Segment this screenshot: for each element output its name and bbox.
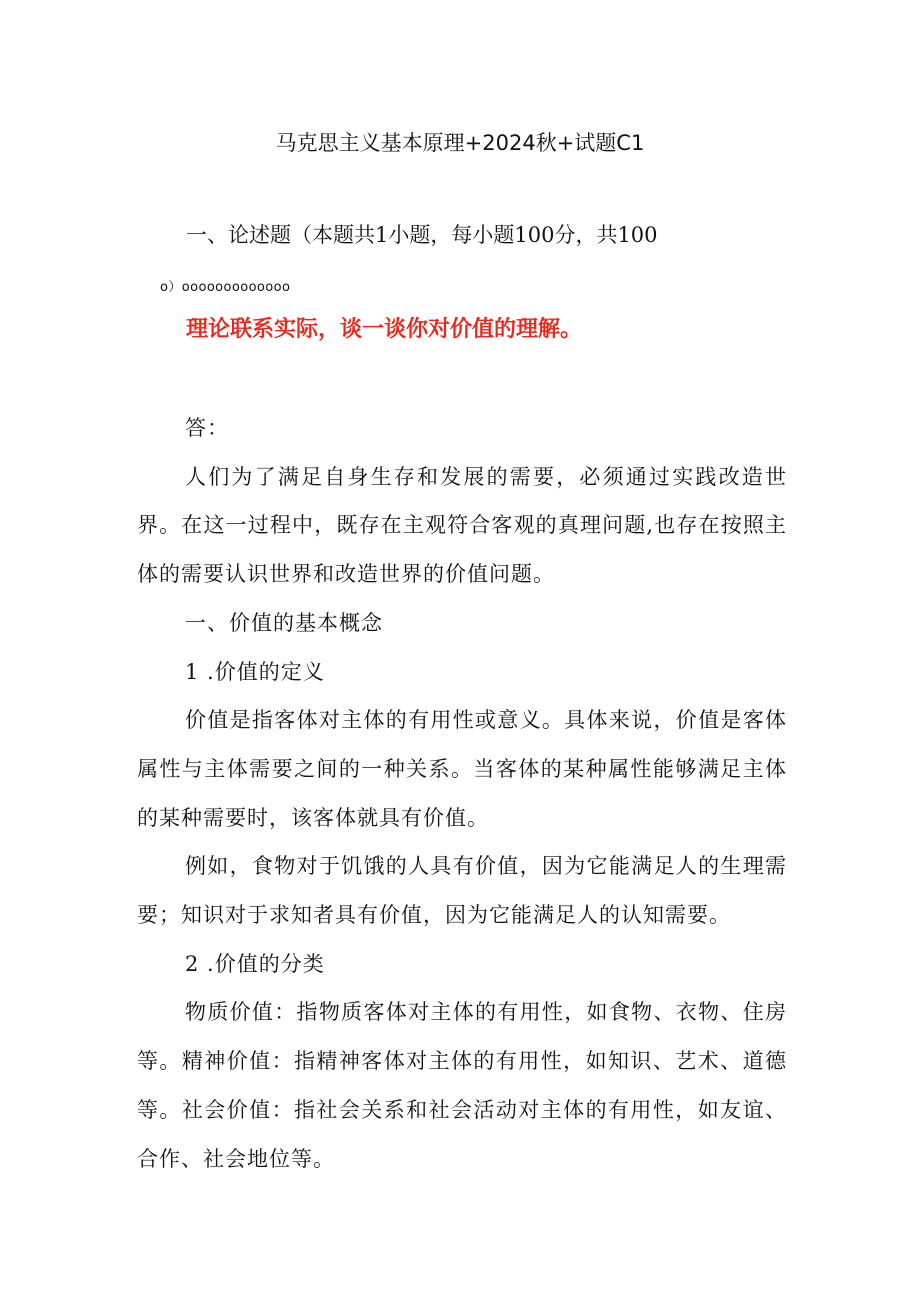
subheading: 一、价值的基本概念 <box>185 610 383 635</box>
answer-body <box>137 404 787 1183</box>
document-title: 马克思主义基本原理+2024秋+试题C1 <box>275 131 645 155</box>
question-text: 理论联系实际，谈一谈你对价值的理解。 <box>186 317 583 342</box>
answer-label: 答： <box>185 416 229 440</box>
section-heading: 一、论述题（本题共1小题，每小题100分，共100 <box>186 223 658 247</box>
paragraph: 价值是指客体对主体的有用性或意义。具体来说，价值是客体属性与主体需要之间的一种关系。当客体的某种属性能够满足主体的某种需要时，该客体就具有价值。 <box>137 708 787 830</box>
placeholder-dots-line: o）ooooooooooooo <box>160 280 291 295</box>
paragraph: 物质价值：指物质客体对主体的有用性，如食物、衣物、住房等。精神价值：指精神客体对主体的有用性，如知识、艺术、道德等。社会价值：指社会关系和社会活动对主体的有用性，如友谊、合作、社会地位等。 <box>137 1000 787 1171</box>
paragraph: 例如，食物对于饥饿的人具有价值，因为它能满足人的生理需要；知识对于求知者具有价值，因为它能满足人的认知需要。 <box>137 854 787 928</box>
subheading: 2 .价值的分类 <box>185 951 325 976</box>
subheading: 1 .价值的定义 <box>185 659 325 684</box>
paragraph: 人们为了满足自身生存和发展的需要，必须通过实践改造世界。在这一过程中，既存在主观符合客观的真理问题,也存在按照主体的需要认识世界和改造世界的价值问题。 <box>137 464 787 587</box>
